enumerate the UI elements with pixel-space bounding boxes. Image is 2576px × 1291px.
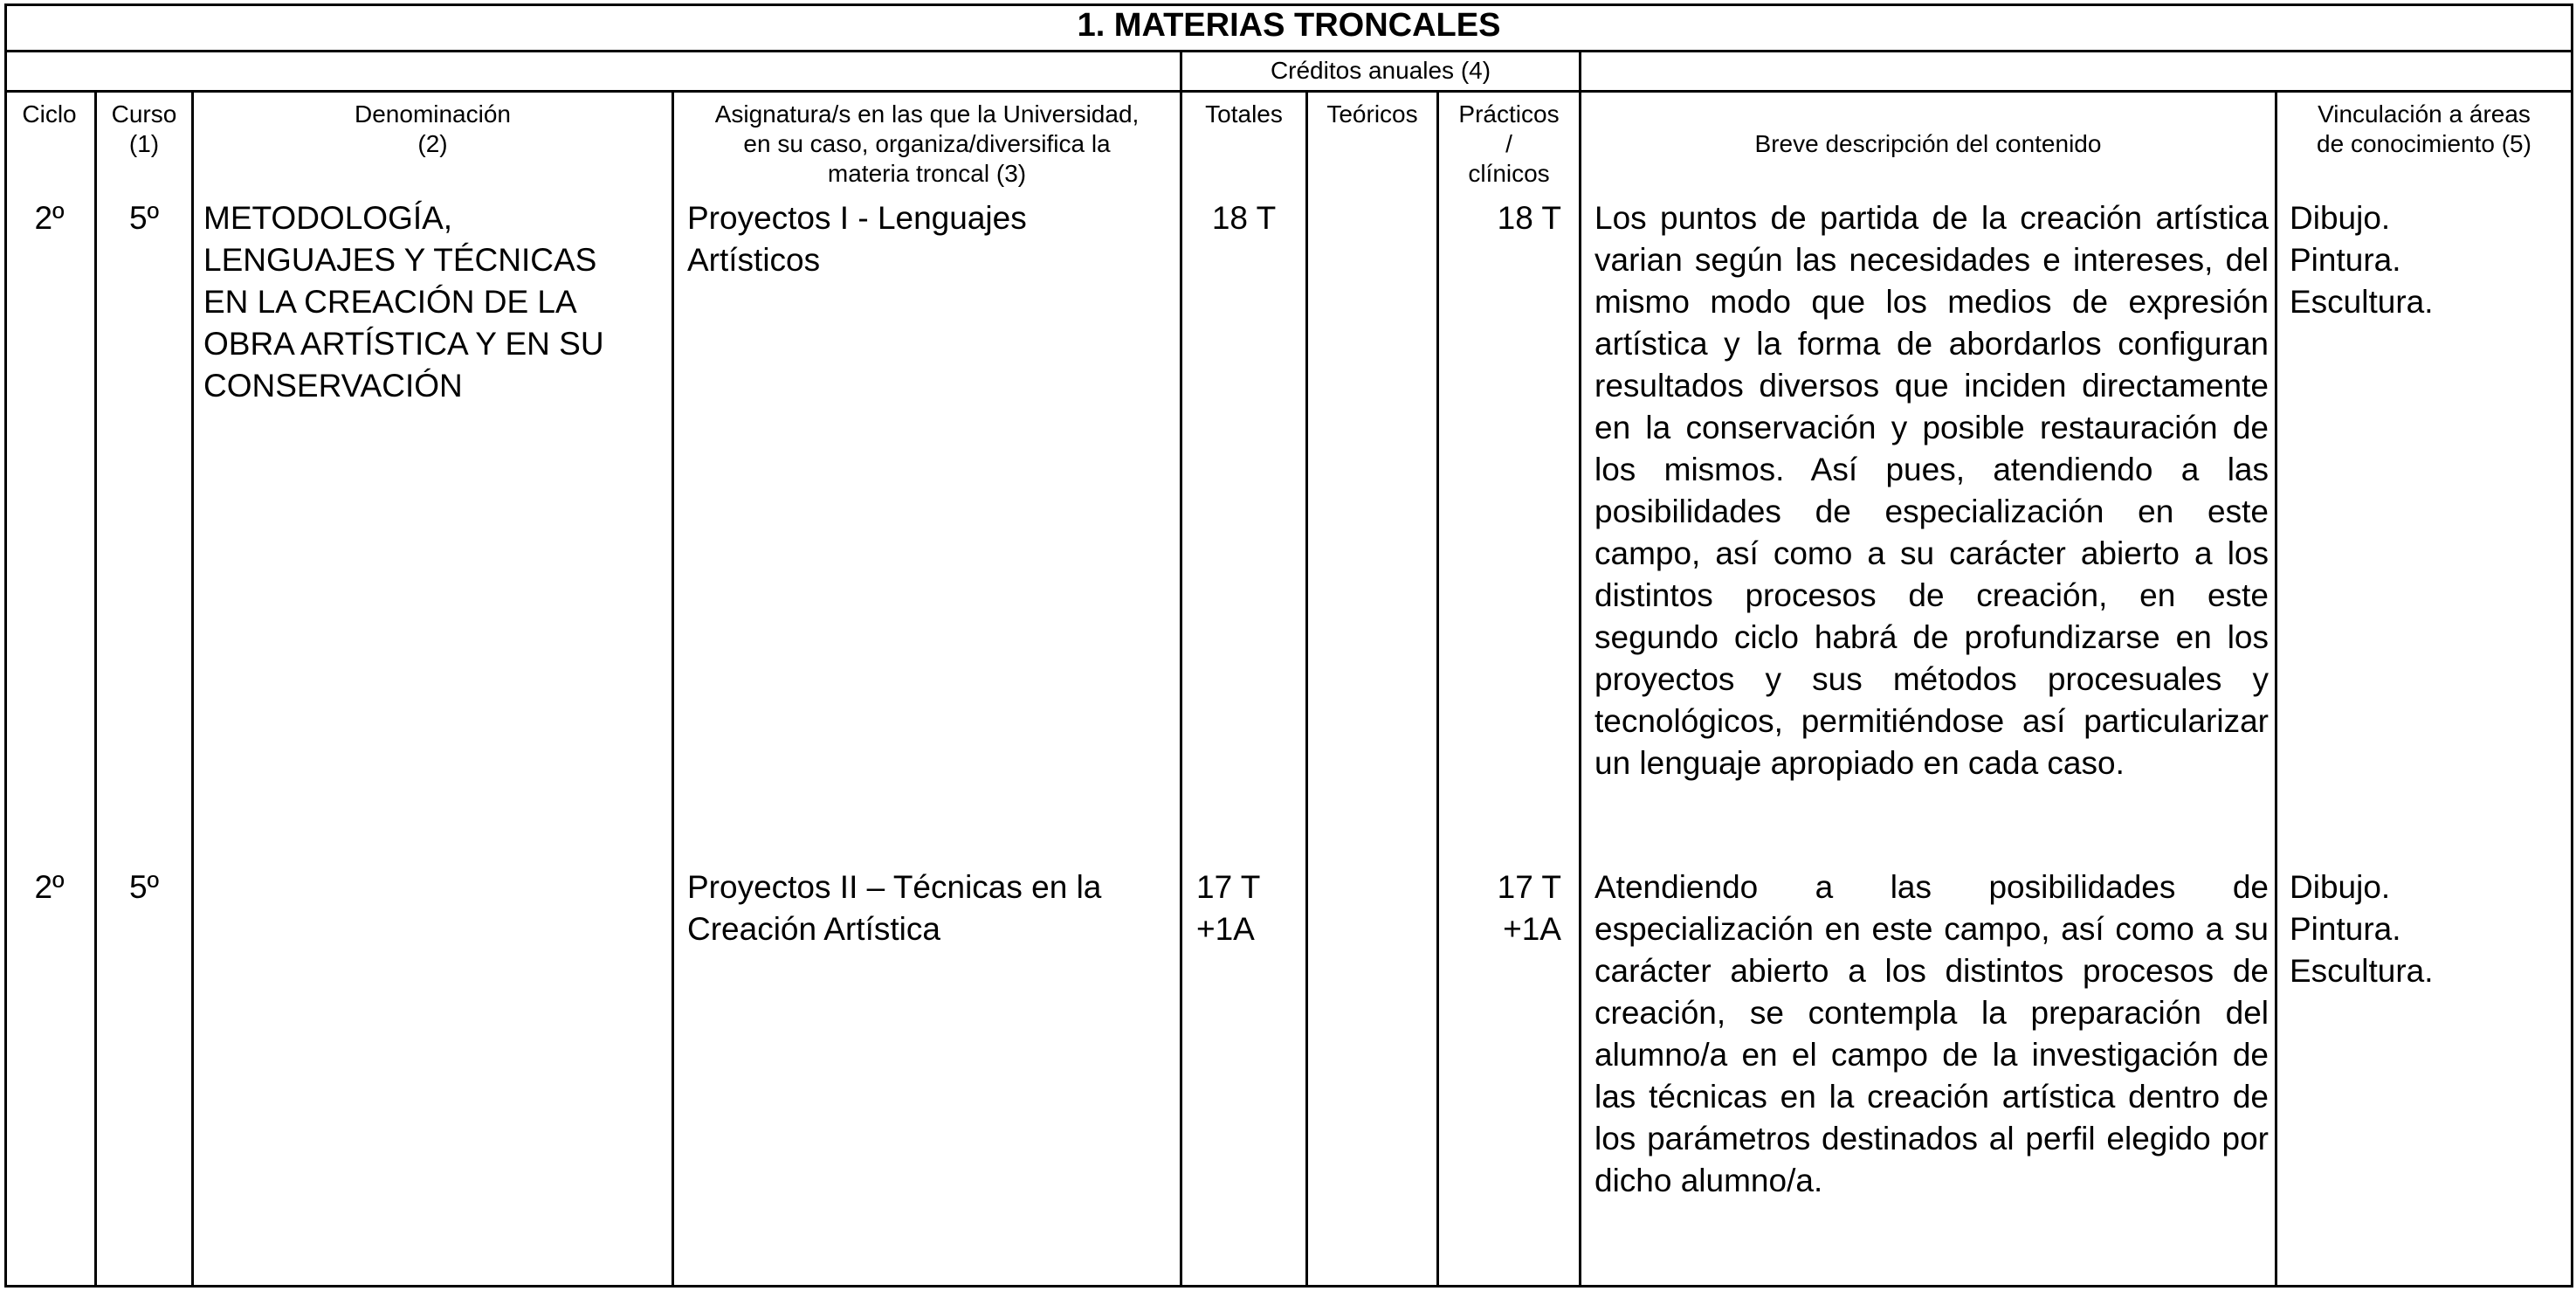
header-vinculacion: Vinculación a áreas de conocimiento (5) [2317,100,2531,157]
border-right [2571,3,2573,1288]
header-totales: Totales [1205,100,1283,128]
header-practicos: Prácticos / clínicos [1458,100,1560,187]
row1-curso: 5º [128,200,160,236]
col-sep-denom-asig [672,90,674,1285]
border-bottom [4,1285,2573,1288]
rule-under-credits-group [4,90,2573,93]
header-curso: Curso (1) [111,100,177,157]
row1-denominacion: METODOLOGÍA, LENGUAJES Y TÉCNICAS EN LA CREACIÓN DE LA OBRA ARTÍSTICA Y EN SU CONSERVACIÓN [203,200,604,404]
row1-asignatura: Proyectos I - Lenguajes Artísticos [687,200,1027,278]
border-top [4,3,2573,6]
row2-totales: 17 T +1A [1196,869,1261,947]
row2-vinculacion: Dibujo. Pintura. Escultura. [2290,869,2434,989]
header-descripcion: Breve descripción del contenido [1754,130,2102,157]
row1-vinculacion: Dibujo. Pintura. Escultura. [2290,200,2434,320]
row1-descripcion: Los puntos de partida de la creación artística varian según las necesidades e intereses, del mismo modo que los medios de expresión artística y la forma de abordarlos configuran resultados diversos que inciden directamente en la conservación y posible restauración de los mismos. Así pues, atendiendo a las posibilidades de especialización en este campo, así como a su carácter abierto a los distintos procesos de creación, en este segundo ciclo habrá de profundizarse en los proyectos y sus métodos procesuales y tecnológicos, permitiéndose así particularizar un lenguaje apropiado en cada caso. [1595,200,2269,781]
header-denominacion: Denominación (2) [355,100,511,157]
row2-curso: 5º [128,869,160,905]
col-sep-teoricos-practicos [1436,90,1439,1285]
col-sep-ciclo-curso [94,90,97,1285]
rule-under-title [4,50,2573,52]
row1-practicos: 18 T [1497,200,1561,236]
header-ciclo: Ciclo [22,100,77,128]
materias-troncales-table [4,3,2573,1288]
col-sep-totales-teoricos [1305,90,1308,1285]
row2-ciclo: 2º [34,869,65,905]
col-sep-desc-vinc [2275,90,2277,1285]
col-sep-practicos-desc [1579,50,1581,1285]
row1-totales: 18 T [1211,200,1277,236]
header-teoricos: Teóricos [1326,100,1418,128]
row2-practicos: 17 T +1A [1497,869,1561,947]
border-left [4,3,7,1288]
row2-descripcion: Atendiendo a las posibilidades de especialización en este campo, así como a su carácter abierto a los distintos procesos de creación, se contempla la preparación del alumno/a en el campo de la investigación de las técnicas en la creación artística dentro de los parámetros destinados al perfil elegido por dicho alumno/a. [1595,869,2269,1198]
col-sep-curso-denom [191,90,194,1285]
header-creditos-anuales: Créditos anuales (4) [1270,57,1491,84]
header-asignatura: Asignatura/s en las que la Universidad, en su caso, organiza/diversifica la materia troncal (3) [714,100,1140,187]
row1-ciclo: 2º [34,200,65,236]
table-title: 1. MATERIAS TRONCALES [1077,7,1501,44]
row2-asignatura: Proyectos II – Técnicas en la Creación Artística [687,869,1102,947]
